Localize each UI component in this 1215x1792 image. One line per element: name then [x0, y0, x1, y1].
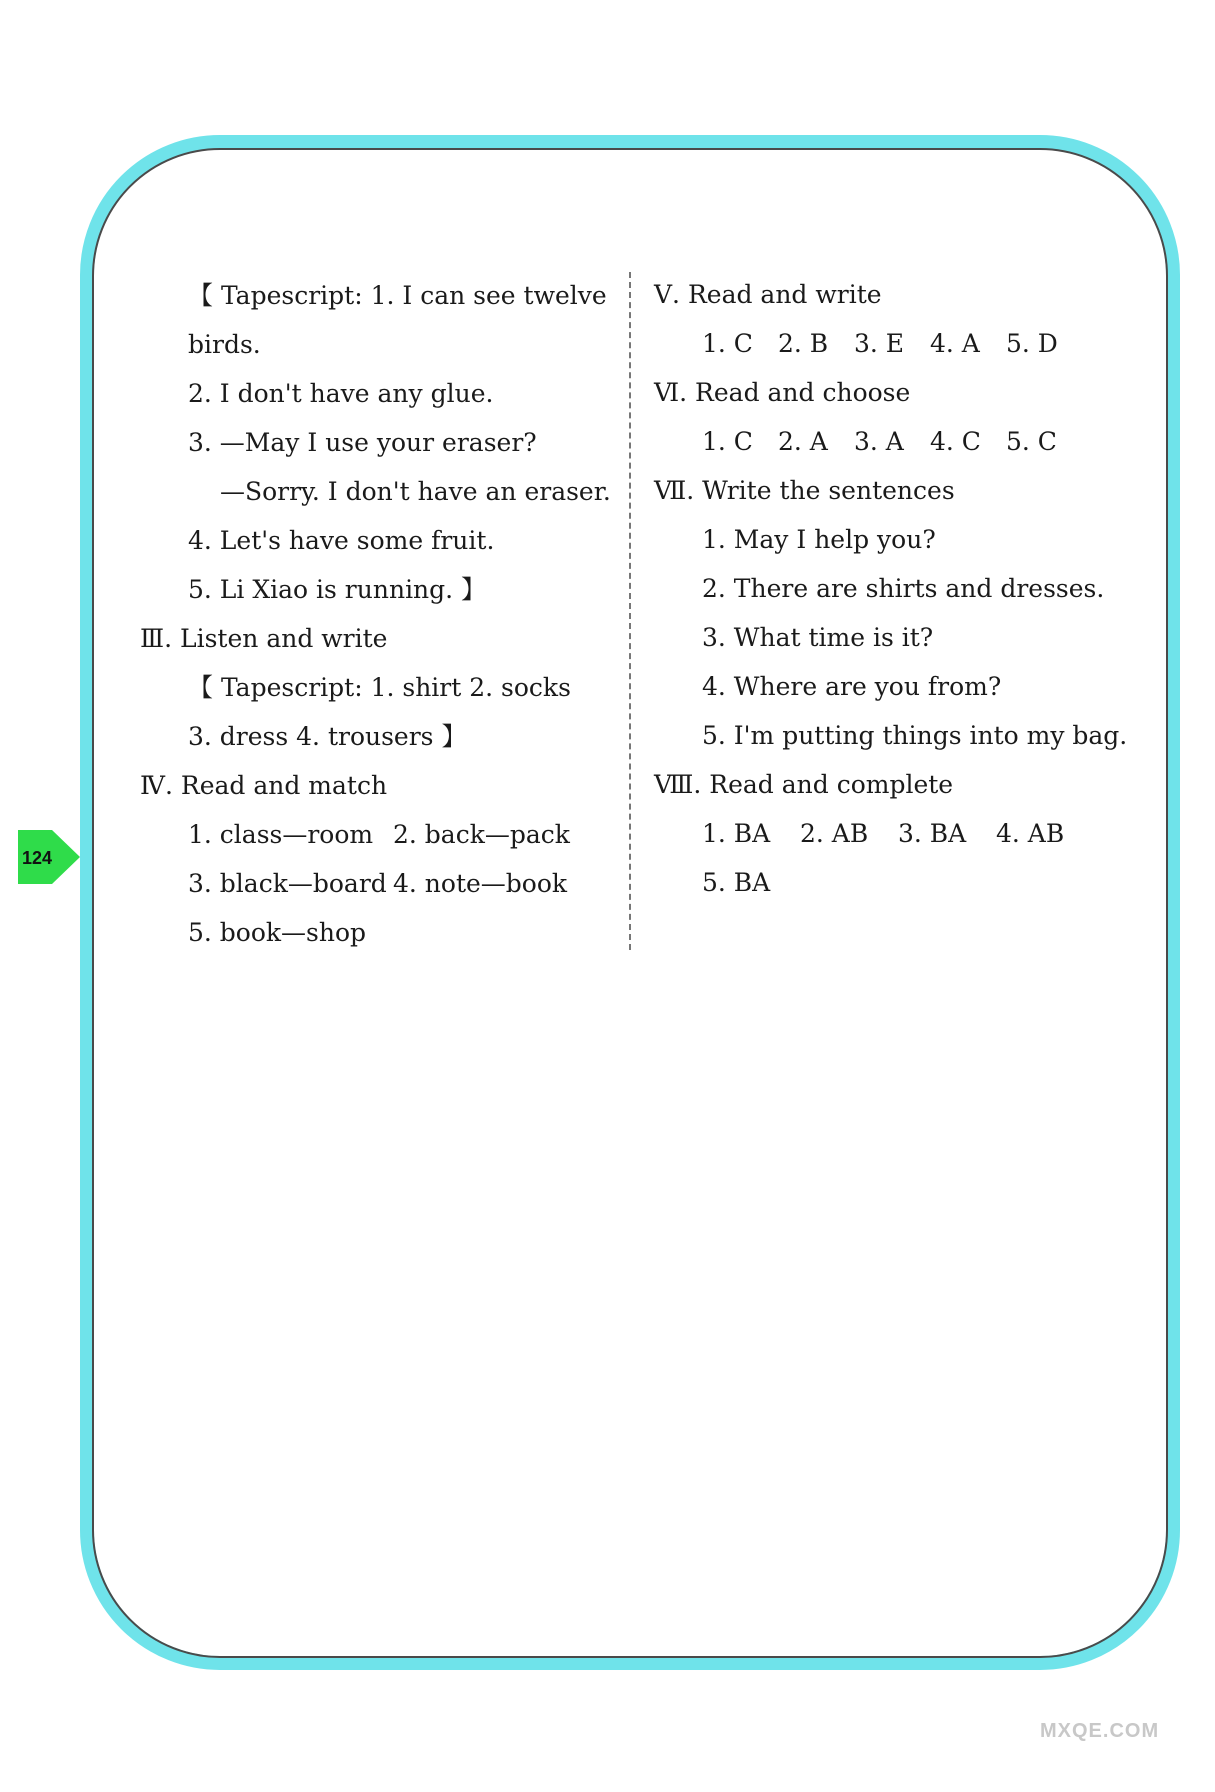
sentence-line: 4. Where are you from? — [702, 672, 1002, 701]
left-column — [140, 271, 620, 957]
sentence-line: 5. I'm putting things into my bag. — [702, 721, 1128, 750]
answer: 1. C — [702, 427, 753, 456]
tapescript-line: 【 Tapescript: 1. I can see twelve — [188, 281, 607, 310]
tapescript-line: —Sorry. I don't have an eraser. — [220, 477, 611, 506]
answer: 5. BA — [702, 868, 771, 897]
tapescript-line: 4. Let's have some fruit. — [188, 526, 495, 555]
match-pair: 1. class—room — [188, 820, 374, 849]
answer: 5. C — [1006, 427, 1057, 456]
section-title: Ⅵ. Read and choose — [654, 378, 911, 407]
tapescript-line: birds. — [188, 330, 261, 359]
answer-row — [654, 319, 1114, 368]
match-row — [140, 908, 620, 957]
match-pair: 5. book—shop — [188, 918, 367, 947]
answer: 4. C — [930, 427, 981, 456]
answer: 2. A — [778, 427, 828, 456]
answer: 3. BA — [898, 819, 967, 848]
match-pair: 4. note—book — [393, 869, 568, 898]
tapescript-line: 【 Tapescript: 1. shirt 2. socks — [188, 673, 571, 702]
answer: 3. E — [854, 329, 905, 358]
section-title: Ⅳ. Read and match — [140, 771, 388, 800]
answer-row — [654, 417, 1114, 466]
answer: 2. B — [778, 329, 829, 358]
section-title: Ⅷ. Read and complete — [654, 770, 954, 799]
answer: 2. AB — [800, 819, 869, 848]
right-column — [654, 270, 1128, 907]
answer-row — [654, 809, 1114, 858]
answer: 4. AB — [996, 819, 1065, 848]
tapescript-line: 2. I don't have any glue. — [188, 379, 494, 408]
match-pair: 2. back—pack — [393, 820, 570, 849]
watermark: MXQE.COM — [1040, 1720, 1160, 1742]
tapescript-line: 3. dress 4. trousers 】 — [188, 722, 467, 751]
match-row — [140, 810, 620, 859]
answer: 1. C — [702, 329, 753, 358]
match-row — [140, 859, 620, 908]
sentence-line: 2. There are shirts and dresses. — [702, 574, 1105, 603]
tapescript-line: 5. Li Xiao is running. 】 — [188, 575, 487, 604]
page-number: 124 — [22, 848, 53, 868]
answer-row — [654, 858, 1114, 907]
section-title: Ⅲ. Listen and write — [140, 624, 388, 653]
section-title: Ⅴ. Read and write — [654, 280, 882, 309]
answer: 4. A — [930, 329, 980, 358]
tapescript-line: 3. —May I use your eraser? — [188, 428, 537, 457]
match-pair: 3. black—board — [188, 869, 387, 898]
sentence-line: 3. What time is it? — [702, 623, 934, 652]
answer: 3. A — [854, 427, 904, 456]
column-divider — [629, 272, 631, 950]
answer: 5. D — [1006, 329, 1058, 358]
answer: 1. BA — [702, 819, 771, 848]
sentence-line: 1. May I help you? — [702, 525, 936, 554]
section-title: Ⅶ. Write the sentences — [654, 476, 955, 505]
